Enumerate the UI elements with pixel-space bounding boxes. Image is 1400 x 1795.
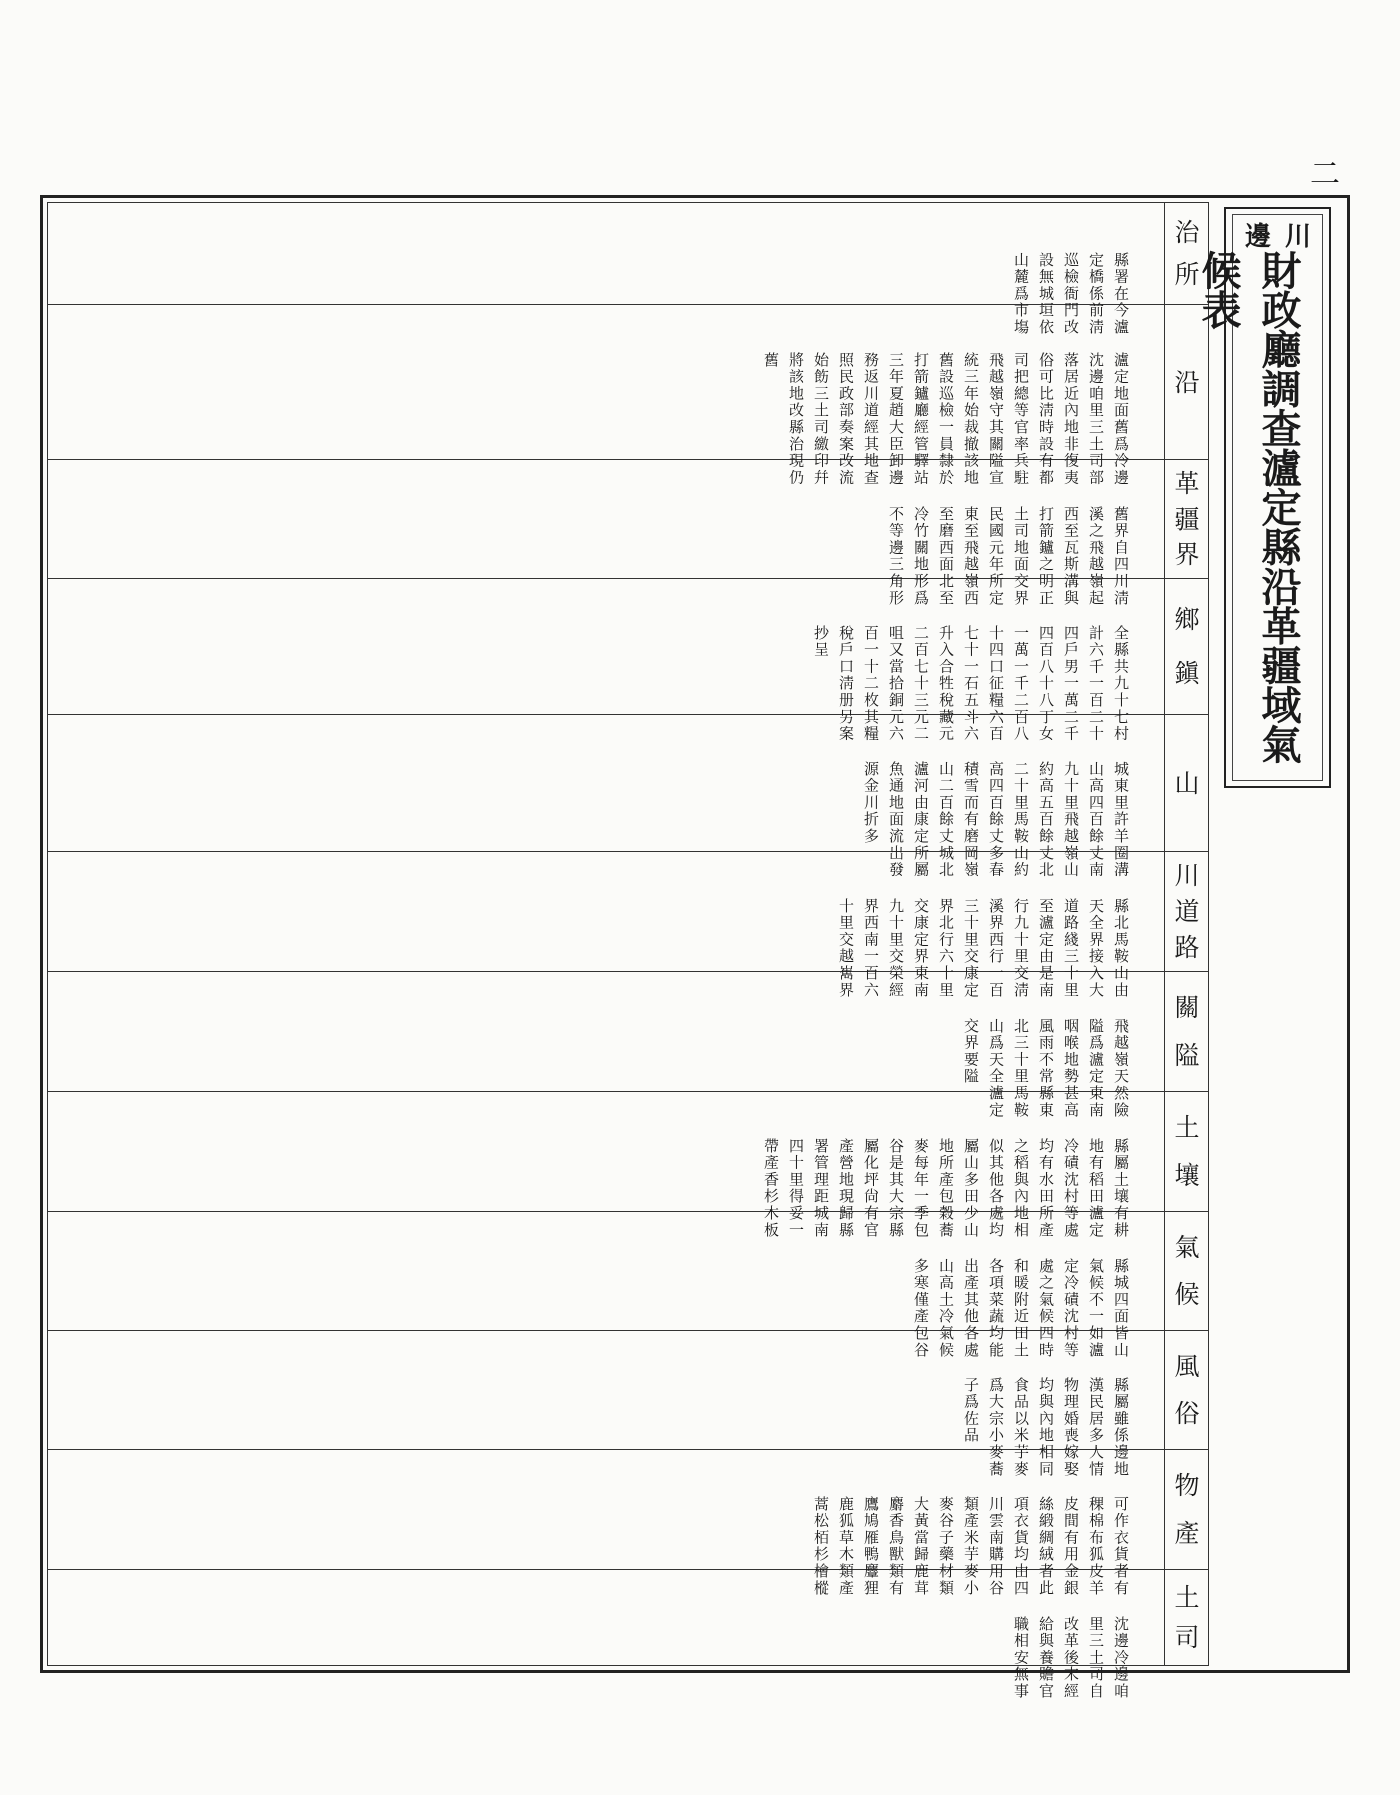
row-heading-fengsu	[1166, 1331, 1208, 1449]
text-line: 打箭鑪廳經管驛站	[912, 351, 930, 487]
text-line: 溪之飛越嶺起	[1087, 505, 1105, 607]
row-heading-tusi	[1166, 1570, 1208, 1665]
text-line: 溪界西行一百	[987, 897, 1005, 999]
heading-char: 川	[1174, 861, 1200, 890]
text-line: 縣屬雖係邊地	[1112, 1376, 1130, 1478]
text-line: 地所產包穀蕎	[937, 1137, 955, 1239]
text-line: 各項菜蔬均能	[987, 1257, 1005, 1359]
text-line: 里三土司自	[1087, 1615, 1105, 1700]
text-line: 交康定界東南	[912, 897, 930, 999]
text-line: 飛越嶺天然險	[1112, 1017, 1130, 1119]
text-line: 給與養贍官	[1037, 1615, 1055, 1700]
text-line: 冷磧沈村等處	[1062, 1137, 1080, 1239]
text-line: 鹿狐草木類產	[837, 1495, 855, 1597]
text-line: 類產米芋麥小	[962, 1495, 980, 1597]
text-line: 麥谷子藥材類	[937, 1495, 955, 1597]
text-line: 魚通地面流出發	[887, 760, 905, 879]
text-line: 巡檢衙門改	[1062, 251, 1080, 336]
text-line: 抄呈	[812, 624, 830, 659]
heading-char: 土	[1174, 1583, 1200, 1612]
row-heading-chuan-daolu	[1166, 852, 1208, 971]
text-line: 積雪而有磨岡嶺	[962, 760, 980, 879]
text-line: 職相安無事	[1012, 1615, 1030, 1700]
text-line: 麝香鳥獸類有	[887, 1495, 905, 1597]
text-line: 山高土冷氣候	[937, 1257, 955, 1359]
text-line: 山高四百餘丈南	[1087, 760, 1105, 879]
text-line: 縣北馬鞍山由	[1112, 897, 1130, 999]
text-line: 均有水田所產	[1037, 1137, 1055, 1239]
text-line: 計六千一百二十	[1087, 624, 1105, 743]
text-line: 子爲佐品	[962, 1376, 980, 1444]
text-line: 四戶男一萬二千	[1062, 624, 1080, 743]
text-line: 地有稻田瀘定	[1087, 1137, 1105, 1239]
text-line: 十四口征糧六百	[987, 624, 1005, 743]
text-line: 漢民居多人情	[1087, 1376, 1105, 1478]
text-line: 稞棉布狐皮羊	[1087, 1495, 1105, 1597]
text-line: 之稻與內地相	[1012, 1137, 1030, 1239]
text-line: 七十一石五斗六	[962, 624, 980, 743]
heading-char: 鄉	[1174, 605, 1200, 635]
row-text-yan	[758, 312, 1158, 486]
text-line: 縣屬土壤有耕	[1112, 1137, 1130, 1239]
text-line: 四十里得妥一	[787, 1137, 805, 1239]
text-line: 縣署在今瀘	[1112, 251, 1130, 336]
row-heading-shan	[1166, 715, 1208, 851]
text-line: 將該地改縣治現仍	[787, 351, 805, 487]
text-line: 大黃當歸鹿茸	[912, 1495, 930, 1597]
text-line: 麥每年一季包	[912, 1137, 930, 1239]
text-line: 飛越嶺守其關隘宣	[987, 351, 1005, 487]
text-line: 高四百餘丈多春	[987, 760, 1005, 879]
text-line: 三年夏趙大臣卸邊	[887, 351, 905, 487]
heading-char: 隘	[1174, 1041, 1200, 1070]
text-line: 設無城垣依	[1037, 251, 1055, 336]
title-prefix	[1244, 214, 1312, 254]
text-line: 百一十二枚其糧	[862, 624, 880, 743]
page-number: 二	[1310, 157, 1340, 192]
text-line: 界西南一百六	[862, 897, 880, 999]
text-line: 務返川道經其地查	[862, 351, 880, 487]
text-line: 舊設巡檢一員隸於	[937, 351, 955, 487]
text-line: 舊	[762, 351, 780, 369]
row-heading-turang	[1166, 1092, 1208, 1211]
text-line: 源金川折多	[862, 760, 880, 845]
heading-char: 疆	[1174, 504, 1200, 534]
heading-char: 路	[1174, 933, 1200, 962]
page-title: 財政廳調查瀘定縣沿革疆域氣候表	[1195, 250, 1302, 764]
heading-char: 界	[1174, 540, 1200, 570]
text-line: 山爲天全瀘定	[987, 1017, 1005, 1119]
row-text-xiangzhen	[808, 585, 1158, 742]
heading-char: 司	[1174, 1623, 1200, 1652]
heading-char: 治	[1174, 218, 1200, 247]
text-line: 出產其他各處	[962, 1257, 980, 1359]
text-line: 山二百餘丈城北	[937, 760, 955, 879]
row-heading-wuchan	[1166, 1450, 1208, 1569]
heading-char: 物	[1174, 1471, 1200, 1500]
text-line: 定冷磧沈村等	[1062, 1257, 1080, 1359]
text-line: 改革後末經	[1062, 1615, 1080, 1700]
row-heading-yan	[1166, 305, 1208, 459]
text-line: 稅戶口淸册另案	[837, 624, 855, 743]
text-line: 二百七十三元二	[912, 624, 930, 743]
text-line: 二十里馬鞍山約	[1012, 760, 1030, 879]
text-line: 縣城四面皆山	[1112, 1257, 1130, 1359]
text-line: 北三十里馬鞍	[1012, 1017, 1030, 1119]
text-line: 咽喉地勢甚高	[1062, 1017, 1080, 1119]
text-line: 行九十里交淸	[1012, 897, 1030, 999]
row-heading-guanai	[1166, 972, 1208, 1091]
text-line: 可作衣貨者有	[1112, 1495, 1130, 1597]
heading-char: 候	[1174, 1280, 1200, 1310]
text-line: 交界要隘	[962, 1017, 980, 1085]
text-line: 不等邊三角形	[887, 505, 905, 607]
heading-char: 產	[1174, 1519, 1200, 1548]
text-line: 道路綫三十里	[1062, 897, 1080, 999]
heading-char: 氣	[1174, 1232, 1200, 1262]
text-line: 物理婚喪嫁娶	[1062, 1376, 1080, 1478]
text-line: 俗可比淸時設有都	[1037, 351, 1055, 487]
text-line: 三十里交康定	[962, 897, 980, 999]
text-line: 民國元年所定	[987, 505, 1005, 607]
text-line: 土司地面交界	[1012, 505, 1030, 607]
row-text-tusi	[1008, 1576, 1158, 1700]
text-line: 絲緞綢絨者此	[1037, 1495, 1055, 1597]
text-line: 山麓爲市塲	[1012, 251, 1030, 336]
text-line: 天全界接入大	[1087, 897, 1105, 999]
heading-char: 土	[1174, 1113, 1200, 1142]
text-line: 似其他各處均	[987, 1137, 1005, 1239]
text-line: 東至飛越嶺西	[962, 505, 980, 607]
text-line: 西至瓦斯溝與	[1062, 505, 1080, 607]
text-line: 十里交越嶲界	[837, 897, 855, 999]
text-line: 升入合牲稅藏元	[937, 624, 955, 743]
heading-char: 道	[1174, 897, 1200, 926]
text-line: 瀘河由康定所屬	[912, 760, 930, 879]
heading-char: 風	[1174, 1351, 1200, 1381]
text-line: 產營地現歸縣	[837, 1137, 855, 1239]
heading-char: 沿	[1174, 367, 1200, 397]
text-line: 落居近內地非復夷	[1062, 351, 1080, 487]
text-line: 爲大宗小麥蕎	[987, 1376, 1005, 1478]
text-line: 九十里交榮經	[887, 897, 905, 999]
text-line: 沈邊冷邊咱	[1112, 1615, 1130, 1700]
row-heading-zhisuo	[1166, 203, 1208, 304]
text-line: 食品以米芋麥	[1012, 1376, 1030, 1478]
heading-char: 山	[1174, 768, 1200, 798]
text-line: 打箭鑪之明正	[1037, 505, 1055, 607]
row-text-shan	[858, 721, 1158, 878]
text-line: 至磨西面北至	[937, 505, 955, 607]
text-line: 蒿松栢杉檜樅	[812, 1495, 830, 1597]
header-column-divider	[1164, 202, 1165, 1666]
text-line: 風雨不常縣東	[1037, 1017, 1055, 1119]
text-line: 瀘定地面舊爲冷邊	[1112, 351, 1130, 487]
text-line: 四百八十八丁女	[1037, 624, 1055, 743]
title-prefix-char: 川	[1285, 221, 1312, 252]
text-line: 多寒僅產包谷	[912, 1257, 930, 1359]
row-heading-xiangzhen	[1166, 579, 1208, 714]
text-line: 和暖附近田土	[1012, 1257, 1030, 1359]
text-line: 定橋係前淸	[1087, 251, 1105, 336]
row-heading-ge-jiangjie	[1166, 460, 1208, 578]
text-line: 鷹鳩雁鴨麞狸	[862, 1495, 880, 1597]
text-line: 統三年始裁撤該地	[962, 351, 980, 487]
text-line: 一萬一千二百八	[1012, 624, 1030, 743]
heading-char: 所	[1174, 260, 1200, 289]
title-prefix-char: 邊	[1244, 221, 1271, 252]
text-line: 均與內地相同	[1037, 1376, 1055, 1478]
heading-char: 革	[1174, 468, 1200, 498]
text-line: 始飭三土司繳印幷	[812, 351, 830, 487]
text-line: 界北行六十里	[937, 897, 955, 999]
text-line: 至瀘定由是南	[1037, 897, 1055, 999]
heading-char: 壤	[1174, 1161, 1200, 1190]
text-line: 全縣共九十七村	[1112, 624, 1130, 743]
text-line: 署管理距城南	[812, 1137, 830, 1239]
text-line: 帶產香杉木板	[762, 1137, 780, 1239]
text-line: 處之氣候四時	[1037, 1257, 1055, 1359]
text-line: 舊界自四川淸	[1112, 505, 1130, 607]
text-line: 屬山多田少山	[962, 1137, 980, 1239]
heading-char: 俗	[1174, 1399, 1200, 1429]
text-line: 皮間有用金銀	[1062, 1495, 1080, 1597]
text-line: 谷是其大宗縣	[887, 1137, 905, 1239]
text-line: 司把總等官率兵駐	[1012, 351, 1030, 487]
text-line: 約高五百餘丈北	[1037, 760, 1055, 879]
text-line: 照民政部奏案改流	[837, 351, 855, 487]
text-line: 氣候不一如瀘	[1087, 1257, 1105, 1359]
heading-char: 關	[1174, 993, 1200, 1022]
row-heading-qihou	[1166, 1212, 1208, 1330]
text-line: 項衣貨均由四	[1012, 1495, 1030, 1597]
heading-char: 鎭	[1174, 658, 1200, 688]
text-line: 沈邊咱里三土司部	[1087, 351, 1105, 487]
text-line: 川雲南購用谷	[987, 1495, 1005, 1597]
text-line: 九十里飛越嶺山	[1062, 760, 1080, 879]
text-line: 咀又當拾銅元六	[887, 624, 905, 743]
text-line: 屬化坪尙有官	[862, 1137, 880, 1239]
text-line: 隘爲瀘定東南	[1087, 1017, 1105, 1119]
text-line: 城東里許羊圈溝	[1112, 760, 1130, 879]
text-line: 冷竹關地形爲	[912, 505, 930, 607]
